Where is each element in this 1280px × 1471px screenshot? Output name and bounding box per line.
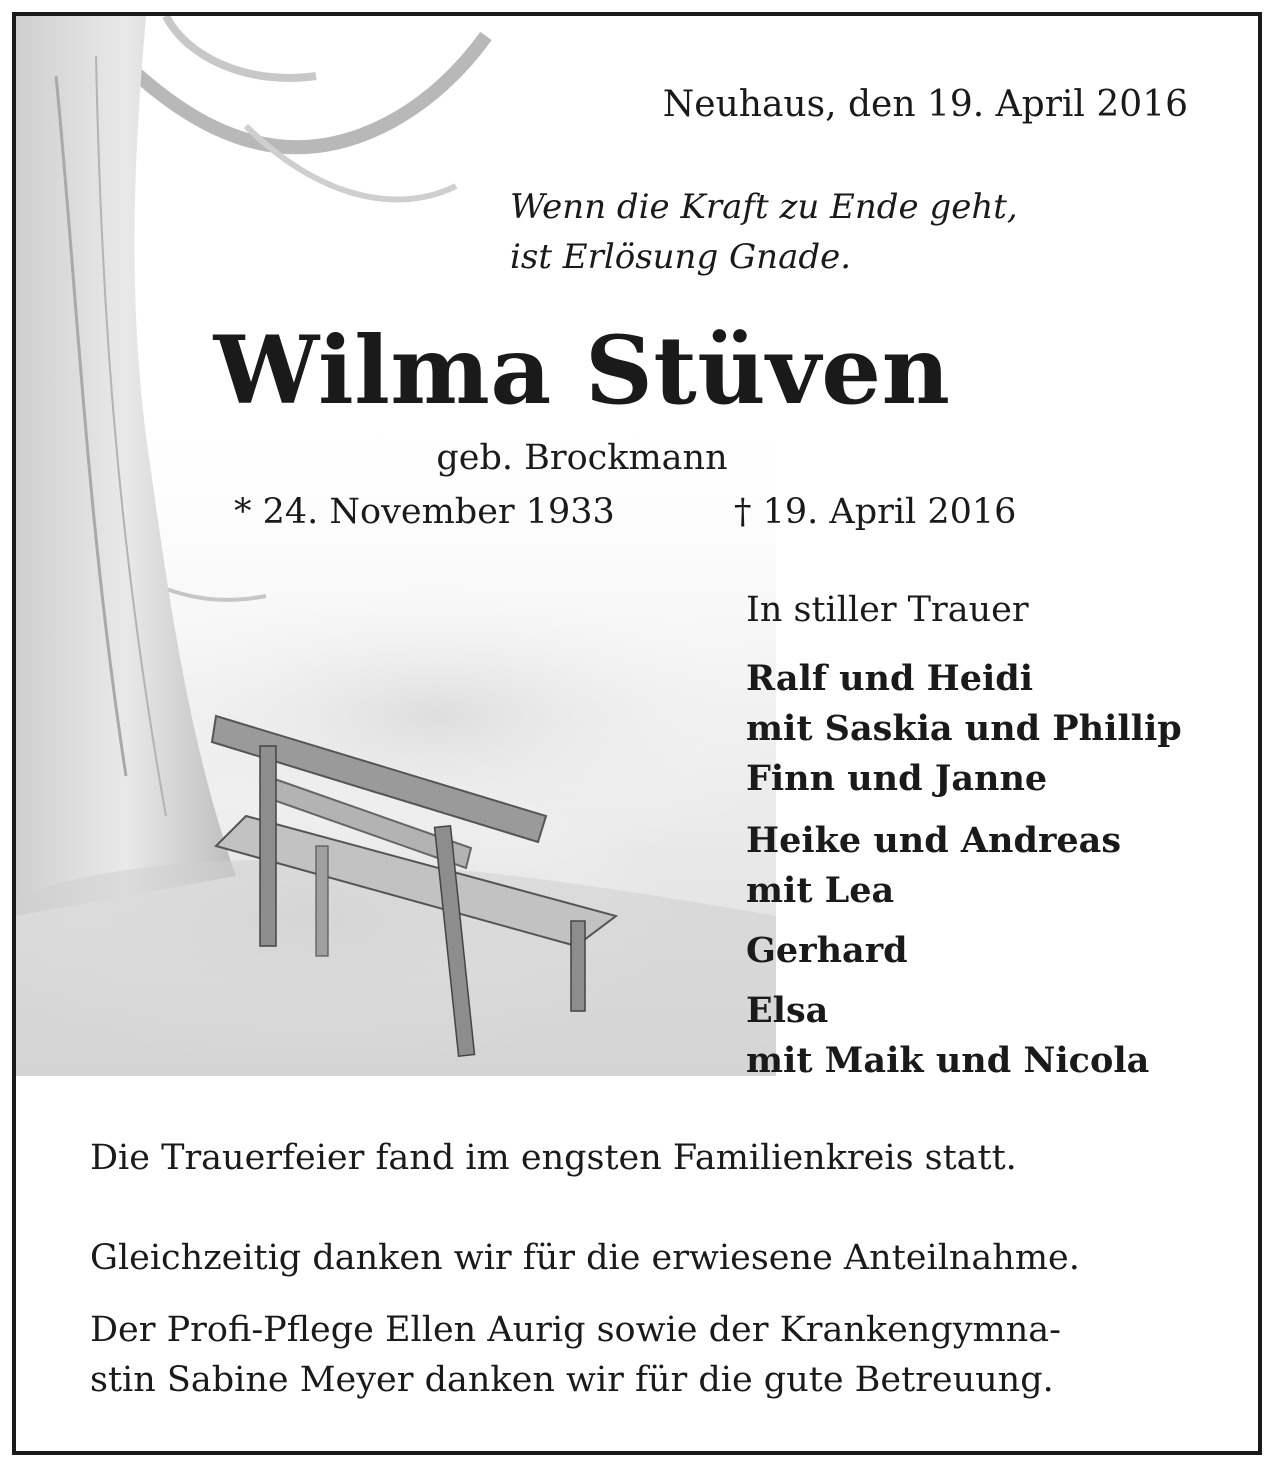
family-line: mit Saskia und Phillip bbox=[746, 708, 1182, 749]
family-line: Ralf und Heidi bbox=[746, 658, 1034, 699]
family-line: Finn und Janne bbox=[746, 758, 1048, 799]
family-line: mit Maik und Nicola bbox=[746, 1040, 1150, 1081]
family-group-1 bbox=[746, 654, 1182, 804]
family-line: Heike und Andreas bbox=[746, 820, 1122, 861]
thanks-note: Gleichzeitig danken wir für die erwiesene Anteilnahme. bbox=[90, 1238, 1080, 1278]
tree-and-bench-illustration bbox=[16, 16, 776, 1076]
funeral-note: Die Trauerfeier fand im engsten Familienkreis statt. bbox=[90, 1138, 1017, 1178]
family-line: Gerhard bbox=[746, 930, 908, 971]
family-line: Elsa bbox=[746, 990, 829, 1031]
motto-line-1: Wenn die Kraft zu Ende geht, bbox=[510, 187, 1018, 227]
motto bbox=[510, 182, 1018, 282]
family-group-2 bbox=[746, 816, 1121, 916]
family-group-4 bbox=[746, 986, 1149, 1086]
birth-date: * 24. November 1933 bbox=[234, 492, 615, 532]
motto-line-2: ist Erlösung Gnade. bbox=[510, 237, 852, 277]
mourning-phrase: In stiller Trauer bbox=[746, 590, 1029, 630]
maiden-name: geb. Brockmann bbox=[436, 438, 728, 478]
death-date: † 19. April 2016 bbox=[734, 492, 1017, 532]
obituary-frame bbox=[12, 12, 1262, 1455]
deceased-name: Wilma Stüven bbox=[213, 316, 951, 426]
place-and-date: Neuhaus, den 19. April 2016 bbox=[662, 84, 1188, 125]
family-line: mit Lea bbox=[746, 870, 895, 911]
care-thanks-line-1: Der Profi-Pflege Ellen Aurig sowie der Krankengymna- bbox=[90, 1310, 1061, 1350]
care-thanks-line-2: stin Sabine Meyer danken wir für die gute Betreuung. bbox=[90, 1360, 1054, 1400]
family-group-3 bbox=[746, 926, 908, 976]
